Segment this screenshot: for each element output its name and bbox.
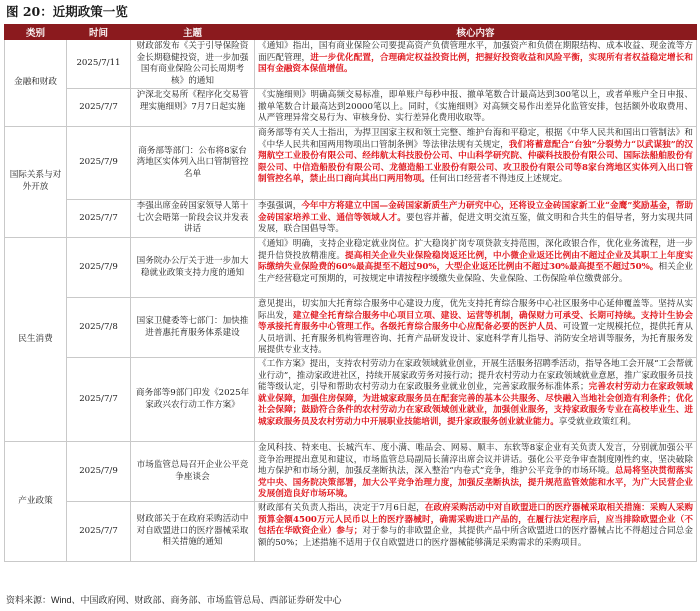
highlight-text: 总局将坚决贯彻落实党中央、国务院决策部署，加大公平竞争治理力度，加强反垄断执法，提升规范监管效能和水平，为广大民营企业发展创造良好市场环境。 xyxy=(258,466,693,500)
row-content xyxy=(255,358,696,441)
content-text: 相关企业生产经营稳定可预期的，可按规定申请按程序缓缴失业保险、失业保险、工伤保险单位缴费部分。 xyxy=(258,262,693,284)
row-date: 2025/7/7 xyxy=(79,525,118,536)
row-content xyxy=(255,200,696,237)
highlight-text: 进一步优化配置，合理确定权益投资比例，把握好投资收益和风险平衡，实现所有者权益稳定增长和国有金融资本保值增值。 xyxy=(258,52,693,75)
highlight-text: 建立健全托育综合服务中心项目立项、建设、运营等机制，确保财力可承受、长期可持续。支持计生协会等承接托育服务中心管理工作。各级托育综合服务中心应配备必要的医护人员、 xyxy=(258,310,693,333)
row-content xyxy=(255,127,696,199)
table-row xyxy=(5,127,697,200)
content-text: 享受就业政策红利。 xyxy=(558,416,637,427)
row-topic: 国家卫健委等七部门：加快推进普惠托育服务体系建设 xyxy=(136,315,249,338)
header-topic: 主题 xyxy=(131,25,255,40)
table-row xyxy=(5,358,697,442)
row-date: 2025/7/8 xyxy=(79,321,118,332)
content-text: 《实施细则》明确高频交易标准，即单账户每秒申报、撤单笔数合计最高达到300笔以上，或者单账户全日申报、撤单笔数合计最高达到20000笔以上。同时，《实施细则》对高频交易作出差异化监管安排，包括额外收取费用、从严管理异常交易行为、审核身份、实行差异化费用收取等。 xyxy=(258,90,693,124)
content-text: 金风科技、特来电、长城汽车、度小满、唯品会、网易、顺丰、东软等8家企业有关负责人发言，分别就加强公平竞争治理提出意见和建议，市场监管总局副局长蒲淳出席会议并讲话。强化公平竞争审查制度刚性约束，坚决破除地方保护和市场分割，加强反垄断执法，深入整治“内卷式”竞争，维护公平竞争的市场环境。 xyxy=(258,443,693,477)
content-text: 意见提出，切实加大托育综合服务中心建设力度，优先支持托育综合服务中心社区服务中心延伸覆盖等。坚持从实际出发， xyxy=(258,299,693,321)
row-content xyxy=(255,238,696,297)
category-label: 产业政策 xyxy=(18,495,53,506)
table-row xyxy=(5,89,697,127)
highlight-text: 今年中方将建立中国—金砖国家新质生产力研究中心，还将设立金砖国家新工业“金鹰”奖励基金，帮助金砖国家培养工业、通信等领域人才。 xyxy=(258,201,693,223)
highlight-text: 在政府采购活动中对自欧盟进口的医疗器械采取相关措施：采购人采购预算金额4500万元人民币以上的医疗器械时，确需采购进口产品的，在履行法定程序后，应当排除欧盟企业（不包括在华欧资企业）参与； xyxy=(258,503,693,537)
content-text: 可设置一定规模托位，提供托育从人员培训、托育服务机构管理咨询、托育产品研发设计、家庭科学育儿指导、消防安全培训等服务，为托育服务发展提供专业支持。 xyxy=(258,322,693,356)
category-label: 金融和财政 xyxy=(14,77,57,88)
figure-title: 图 20：近期政策一览 xyxy=(6,4,128,19)
table-row xyxy=(5,442,697,502)
row-date: 2025/7/7 xyxy=(79,212,118,223)
category-cell xyxy=(5,238,67,442)
table-row xyxy=(5,238,697,298)
table-row xyxy=(5,40,697,89)
highlight-text: 提高相关企业失业保险稳岗返还比例，中小微企业返还比例由不超过企业及其职工上年度实际缴纳失业保险费的60%最高提至不超过90%，大型企业返还比例由不超过30%最高提至不超过50%。 xyxy=(258,250,693,273)
category-cell xyxy=(5,442,67,562)
row-content xyxy=(255,298,696,357)
row-date: 2025/7/9 xyxy=(79,261,118,272)
content-text: 任何出口经营者不得违反上述规定。 xyxy=(429,174,568,185)
row-topic: 李强出席金砖国家领导人第十七次会晤第一阶段会议并发表讲话 xyxy=(136,201,249,235)
row-topic: 财政部发布《关于引导保险资金长期稳健投资，进一步加强国有商业保险公司长周期考核》的通知 xyxy=(136,41,249,86)
row-content xyxy=(255,442,696,501)
category-cell xyxy=(5,127,67,238)
policy-table xyxy=(4,24,697,562)
content-text: 《工作方案》提出，支持农村劳动力在家政领域就业创业，开展生活服务招聘季活动，指导各地工会开展“工会帮就业行动”，推动家政进社区，持续开展家政劳务对接行动；提升农村劳动力在家政领域就业意愿，推广家政服务员技能等级认定，引导和帮助农村劳动力在家政服务业就业创业，完善家政服务标准体系； xyxy=(258,359,693,393)
highlight-text: 完善农村劳动力在家政领域就业保障，加强住房保障，为进城家政服务员在配套完善的基本公共服务、尽快融入当地社会创造有利条件；优化社会保障；鼓励符合条件的农村劳动力在家政领域创业就业，加强创业服务，支持家政服务专业在高校毕业生、进城家政服务员及农村劳动力中开展职业技能培训，提升家政服务创业就业能力。 xyxy=(258,382,693,427)
row-topic: 国务院办公厅关于进一步加大稳就业政策支持力度的通知 xyxy=(136,255,249,278)
row-content xyxy=(255,502,696,561)
table-row xyxy=(5,298,697,358)
row-date: 2025/7/7 xyxy=(79,101,118,112)
category-cell xyxy=(5,40,67,127)
header-content: 核心内容 xyxy=(255,25,697,40)
row-topic: 财政部关于在政府采购活动中对自欧盟进口的医疗器械采取相关措施的通知 xyxy=(136,514,249,548)
content-text: 李强强调， xyxy=(258,201,302,211)
row-topic: 沪深北交易所《程序化交易管理实施细则》7月7日起实施 xyxy=(136,90,249,112)
table-header-row xyxy=(5,25,697,40)
table-row xyxy=(5,200,697,238)
category-label: 国际关系与对外开放 xyxy=(9,170,62,192)
source-note: 资料来源：Wind、中国政府网、财政部、商务部、市场监管总局、西部证券研发中心 xyxy=(6,595,342,605)
row-content xyxy=(255,40,696,88)
row-date: 2025/7/9 xyxy=(79,157,118,168)
content-text: 要包容并蓄，促进文明交流互鉴，做文明和合共生的倡导者，努力实现共同发展，联合国倡导等。 xyxy=(258,212,693,235)
row-topic: 商务部等9部门印发《2025年家政兴农行动工作方案》 xyxy=(135,387,250,410)
category-label: 民生消费 xyxy=(18,333,53,344)
row-date: 2025/7/11 xyxy=(76,58,121,69)
highlight-text: 我们将蓄意配合“台独”分裂势力“以武谋独”的汉翔航空工业股份有限公司、经纬航太科技股份公司、中山科学研究院、仲碳科技股份有限公司、国际法船舶股份有限公司、中信造船股份有限公司、龙德造船工业股份有限公司、攻卫股份有限公司等8家台湾地区实体列入出口管制管控名单，禁止出口商向其出口两用物项。 xyxy=(258,139,693,185)
row-topic: 市场监管总局召开企业公平竞争座谈会 xyxy=(136,459,249,482)
row-date: 2025/7/9 xyxy=(79,465,118,476)
row-content xyxy=(255,89,696,126)
content-text: 《通知》指出，国有商业保险公司要提高资产负债管理水平，加强资产和负债在期限结构、成本收益、现金流等方面匹配管理， xyxy=(258,41,693,63)
content-text: 《通知》明确，支持企业稳定就业岗位。扩大稳岗扩岗专项贷款支持范围，深化政银合作，优化业务流程，进一步提升信贷投放精准度。 xyxy=(258,239,693,261)
header-date: 时间 xyxy=(67,25,131,40)
row-date: 2025/7/7 xyxy=(79,393,118,404)
content-text: 财政部有关负责人指出，决定于7月6日起， xyxy=(258,503,425,513)
row-topic: 商务部等部门：公布将8家台湾地区实体列入出口管制管控名单 xyxy=(136,145,249,179)
table-row xyxy=(5,502,697,562)
header-category: 类别 xyxy=(5,25,67,40)
content-text: 对于参与的非欧盟企业，其提供产品中所含欧盟进口的医疗器械占比不得超过合同总金额的50%；上述措施不适用于仅自欧盟进口的医疗器械能够满足采购需求的采购项目。 xyxy=(258,526,693,548)
content-text: 商务部等有关人士指出，为捍卫国家主权和领土完整、维护台海和平稳定，根据《中华人民共和国出口管制法》和《中华人民共和国两用物项出口管制条例》等法律法规有关规定， xyxy=(258,128,693,150)
